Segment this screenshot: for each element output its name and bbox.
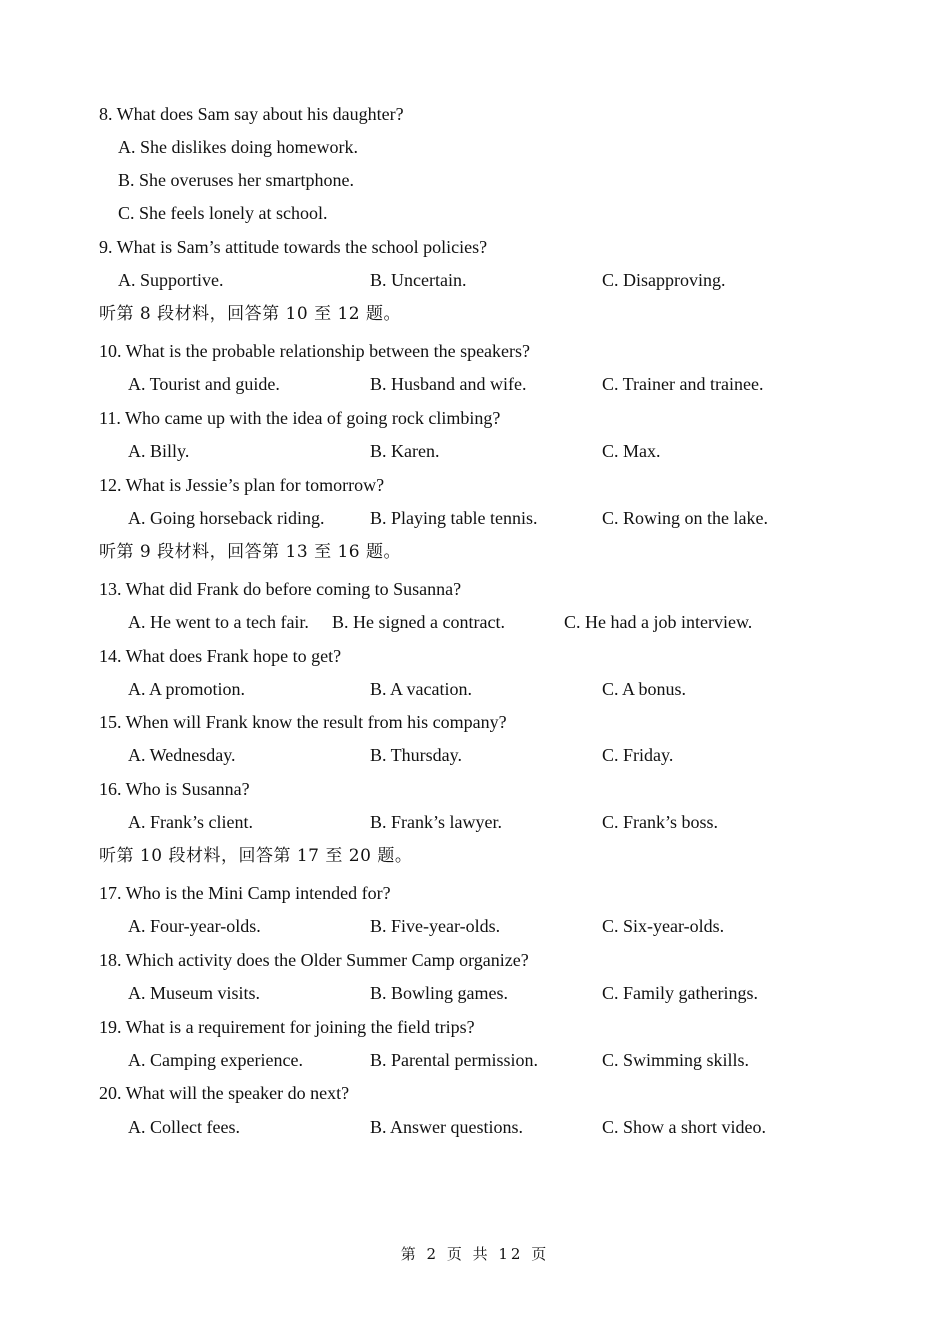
question-8-stem: 8. What does Sam say about his daughter? [99, 104, 404, 124]
question-20-option-b: B. Answer questions. [370, 1117, 523, 1137]
question-16-option-c: C. Frank’s boss. [602, 812, 719, 832]
question-15-option-c: C. Friday. [602, 745, 674, 765]
question-19-option-b: B. Parental permission. [370, 1050, 538, 1070]
question-9-option-b: B. Uncertain. [370, 270, 467, 290]
question-13-option-c: C. He had a job interview. [564, 612, 753, 632]
question-8-option-c: C. She feels lonely at school. [118, 203, 328, 223]
question-16-stem: 16. Who is Susanna? [99, 779, 250, 799]
question-13-option-b: B. He signed a contract. [332, 612, 505, 632]
question-20-stem: 20. What will the speaker do next? [99, 1083, 350, 1103]
question-19-stem: 19. What is a requirement for joining the field trips? [99, 1017, 475, 1037]
question-10-stem: 10. What is the probable relationship between the speakers? [99, 341, 531, 361]
question-19-option-c: C. Swimming skills. [602, 1050, 750, 1070]
question-16-option-b: B. Frank’s lawyer. [370, 812, 502, 832]
question-15-option-a: A. Wednesday. [128, 745, 236, 765]
question-14-option-a: A. A promotion. [128, 679, 246, 699]
question-14-stem: 14. What does Frank hope to get? [99, 646, 342, 666]
question-11-stem: 11. Who came up with the idea of going rock climbing? [99, 408, 501, 428]
question-18-option-b: B. Bowling games. [370, 983, 508, 1003]
question-11-option-a: A. Billy. [128, 441, 190, 461]
page-footer: 第 2 页 共 12 页 [400, 1245, 550, 1263]
question-12-option-b: B. Playing table tennis. [370, 508, 538, 528]
question-9-stem: 9. What is Sam’s attitude towards the school policies? [99, 237, 488, 257]
question-17-option-a: A. Four-year-olds. [128, 916, 261, 936]
question-17-option-b: B. Five-year-olds. [370, 916, 501, 936]
question-18-option-c: C. Family gatherings. [602, 983, 758, 1003]
section-9-instruction: 听第 9 段材料，回答第 13 至 16 题。 [99, 542, 402, 562]
question-18-stem: 18. Which activity does the Older Summer Camp organize? [99, 950, 529, 970]
question-19-option-a: A. Camping experience. [128, 1050, 303, 1070]
question-12-option-a: A. Going horseback riding. [128, 508, 325, 528]
question-10-option-c: C. Trainer and trainee. [602, 374, 764, 394]
question-17-option-c: C. Six-year-olds. [602, 916, 725, 936]
question-12-option-c: C. Rowing on the lake. [602, 508, 768, 528]
question-10-option-b: B. Husband and wife. [370, 374, 527, 394]
question-8-option-b: B. She overuses her smartphone. [118, 170, 354, 190]
question-15-option-b: B. Thursday. [370, 745, 462, 765]
question-20-option-a: A. Collect fees. [128, 1117, 240, 1137]
question-11-option-b: B. Karen. [370, 441, 440, 461]
question-16-option-a: A. Frank’s client. [128, 812, 253, 832]
question-13-option-a: A. He went to a tech fair. [128, 612, 309, 632]
question-17-stem: 17. Who is the Mini Camp intended for? [99, 883, 391, 903]
question-10-option-a: A. Tourist and guide. [128, 374, 280, 394]
question-15-stem: 15. When will Frank know the result from his company? [99, 712, 507, 732]
question-11-option-c: C. Max. [602, 441, 661, 461]
question-20-option-c: C. Show a short video. [602, 1117, 766, 1137]
question-8-option-a: A. She dislikes doing homework. [118, 137, 358, 157]
question-9-option-c: C. Disapproving. [602, 270, 726, 290]
question-9-option-a: A. Supportive. [118, 270, 224, 290]
question-13-stem: 13. What did Frank do before coming to Susanna? [99, 579, 462, 599]
section-8-instruction: 听第 8 段材料，回答第 10 至 12 题。 [99, 304, 402, 324]
question-14-option-c: C. A bonus. [602, 679, 687, 699]
question-12-stem: 12. What is Jessie’s plan for tomorrow? [99, 475, 385, 495]
question-18-option-a: A. Museum visits. [128, 983, 261, 1003]
section-10-instruction: 听第 10 段材料，回答第 17 至 20 题。 [99, 846, 413, 866]
question-14-option-b: B. A vacation. [370, 679, 472, 699]
